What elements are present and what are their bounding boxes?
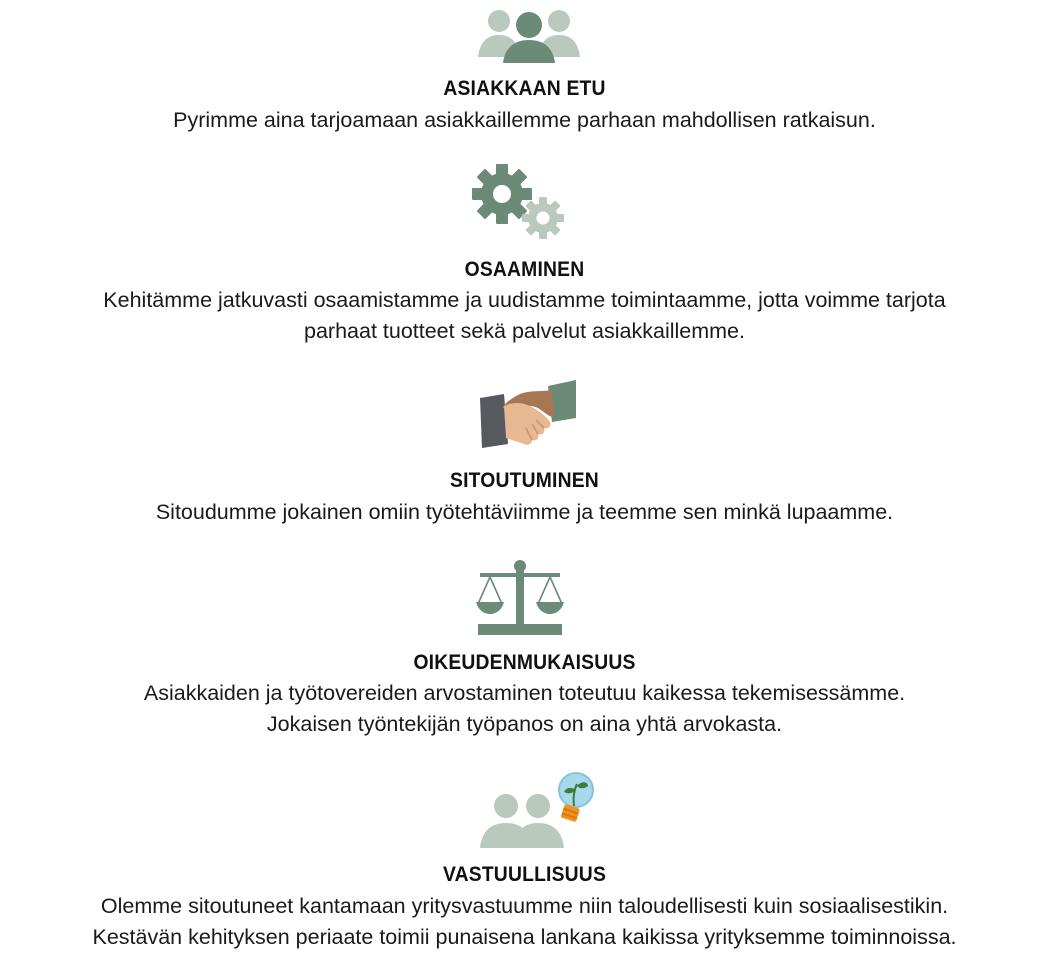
value-title: SITOUTUMINEN (450, 469, 599, 492)
value-description (0, 678, 1049, 740)
value-description-line: Asiakkaiden ja työtovereiden arvostaminen toteutuu kaikessa tekemisessämme. (143, 681, 906, 705)
value-description-line: parhaat tuotteet sekä palvelut asiakkaillemme. (304, 319, 745, 343)
value-title: VASTUULLISUUS (442, 863, 607, 886)
value-description-line: Sitoudumme jokainen omiin työtehtäviimme ja teemme sen minkä lupaamme. (155, 500, 894, 524)
scales-icon (474, 558, 566, 638)
people-group-icon (478, 5, 580, 63)
gears-icon (472, 164, 566, 240)
people-lightbulb-icon (478, 770, 598, 850)
value-description-line: Olemme sitoutuneet kantamaan yritysvastuumme niin taloudellisesti kuin sosiaalisestikin. (100, 894, 949, 918)
value-description-line: Kehitämme jatkuvasti osaamistamme ja uudistamme toimintaamme, jotta voimme tarjota (103, 288, 946, 312)
value-description-line: Kestävän kehityksen periaate toimii punaisena lankana kaikissa yrityksemme toiminnoissa. (92, 925, 957, 949)
value-description-line: Jokaisen työntekijän työpanos on aina yhtä arvokasta. (266, 712, 783, 736)
value-description (0, 105, 1049, 136)
handshake-icon (478, 380, 578, 450)
value-description (0, 891, 1049, 953)
value-description-line: Pyrimme aina tarjoamaan asiakkaillemme parhaan mahdollisen ratkaisun. (173, 108, 876, 132)
value-description (0, 285, 1049, 347)
value-description (0, 497, 1049, 528)
value-title: OIKEUDENMUKAISUUS (413, 651, 636, 674)
value-title: ASIAKKAAN ETU (443, 77, 606, 100)
value-title: OSAAMINEN (464, 258, 585, 281)
